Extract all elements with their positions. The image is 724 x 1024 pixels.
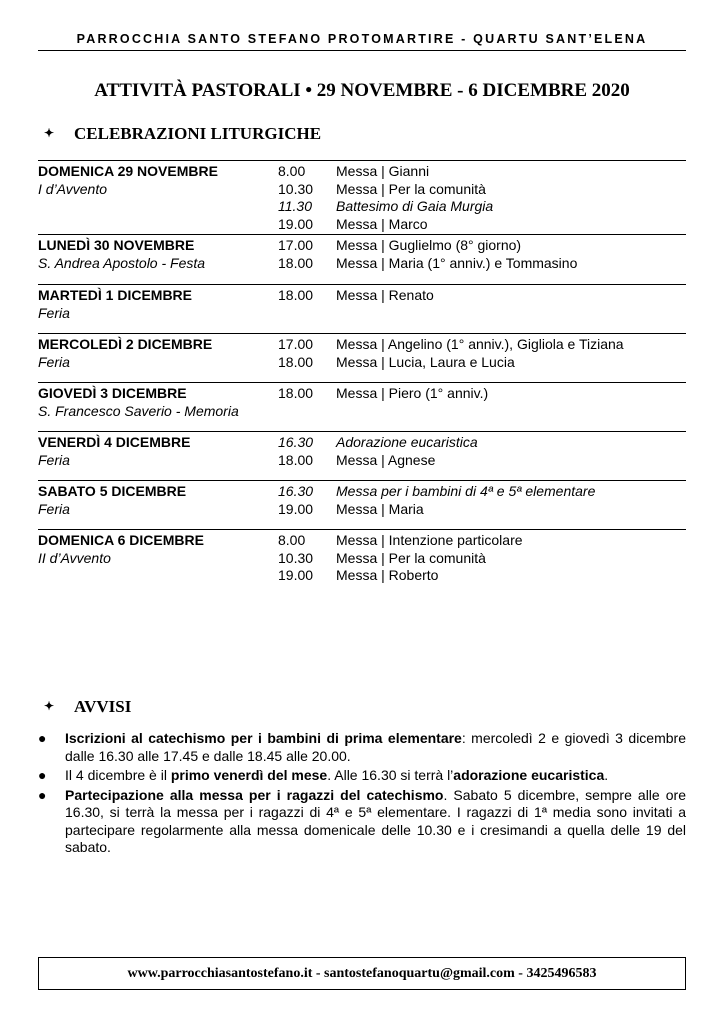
event-description: Messa | Angelino (1° anniv.), Gigliola e Tiziana <box>336 336 624 352</box>
day-info <box>38 163 278 229</box>
notice-item <box>38 767 686 785</box>
event-descriptions <box>336 483 686 524</box>
event-description: Messa | Per la comunità <box>336 549 486 566</box>
event-times <box>278 483 336 524</box>
parish-header: PARROCCHIA SANTO STEFANO PROTOMARTIRE - QUARTU SANT’ELENA <box>76 32 648 46</box>
star-bullet-icon: ✦ <box>44 126 55 140</box>
day-liturgy: Feria <box>38 500 70 517</box>
event-description: Messa per i bambini di 4ª e 5ª elementare <box>336 483 596 499</box>
event-descriptions <box>336 385 686 426</box>
day-liturgy: Feria <box>38 304 70 321</box>
bullet-icon: ● <box>38 767 47 783</box>
event-descriptions <box>336 336 686 377</box>
event-description: Messa | Renato <box>336 287 434 303</box>
schedule-day <box>38 333 686 382</box>
event-time: 18.00 <box>278 287 314 303</box>
event-time: 16.30 <box>278 434 314 450</box>
schedule-day <box>38 480 686 529</box>
day-liturgy: S. Andrea Apostolo - Festa <box>38 254 206 271</box>
event-time: 18.00 <box>278 254 314 271</box>
day-liturgy: Feria <box>38 353 70 370</box>
event-times <box>278 237 336 279</box>
day-info <box>38 483 278 524</box>
page-title: ATTIVITÀ PASTORALI • 29 NOVEMBRE - 6 DICEMBRE 2020 <box>94 80 630 101</box>
day-liturgy: Feria <box>38 451 70 468</box>
notice-text-part: . <box>604 767 609 783</box>
day-liturgy: I d’Avvento <box>38 180 108 197</box>
notice-text-part: . Sabato 5 dicembre, sempre alle ore 16.30, si terrà la messa per i ragazzi di 4ª e 5ª elementare. I ragazzi di 1ª media sono invitati a partecipare regolarmente alla messa domenicale delle 10.30 e i cresimandi a quella delle 19 del sabato. <box>65 786 686 855</box>
event-description: Messa | Lucia, Laura e Lucia <box>336 353 515 370</box>
event-times <box>278 163 336 232</box>
day-name: DOMENICA 29 NOVEMBRE <box>38 163 218 179</box>
schedule-day <box>38 431 686 480</box>
event-description: Messa | Gianni <box>336 163 430 179</box>
notice-highlight: primo venerdì del mese <box>170 767 328 783</box>
event-time: 18.00 <box>278 353 314 370</box>
event-time: 10.30 <box>278 549 314 566</box>
event-description: Messa | Guglielmo (8° giorno) <box>336 237 522 253</box>
event-time: 19.00 <box>278 500 314 517</box>
event-descriptions <box>336 532 686 584</box>
event-times <box>278 385 336 426</box>
bullet-icon: ● <box>38 786 47 803</box>
section-avvisi-heading <box>44 697 131 717</box>
notice-text-part: Il 4 dicembre è il <box>65 767 171 783</box>
event-time: 11.30 <box>278 198 312 214</box>
notices-list <box>38 730 686 859</box>
day-name: GIOVEDÌ 3 DICEMBRE <box>38 385 187 401</box>
schedule-day <box>38 234 686 284</box>
event-time: 10.30 <box>278 180 314 197</box>
event-description: Messa | Roberto <box>336 567 439 583</box>
schedule-day <box>38 382 686 431</box>
day-name: SABATO 5 DICEMBRE <box>38 483 187 499</box>
event-descriptions <box>336 434 686 475</box>
event-descriptions <box>336 237 686 279</box>
event-description: Messa | Agnese <box>336 451 436 468</box>
notice-item <box>38 730 686 765</box>
event-description: Messa | Maria (1° anniv.) e Tommasino <box>336 254 578 271</box>
notice-item <box>38 787 686 857</box>
day-info <box>38 532 278 584</box>
notice-text-part: : mercoledì 2 e giovedì 3 dicembre dalle 16.30 alle 17.45 e dalle 18.45 alle 20.00. <box>65 730 686 764</box>
section-heading-text: AVVISI <box>74 697 132 716</box>
star-bullet-icon: ✦ <box>44 699 55 713</box>
event-description: Messa | Intenzione particolare <box>336 532 523 548</box>
event-times <box>278 336 336 377</box>
event-times <box>278 434 336 475</box>
notice-text <box>65 787 686 857</box>
day-liturgy: II d’Avvento <box>38 549 111 566</box>
day-name: DOMENICA 6 DICEMBRE <box>38 532 204 548</box>
event-descriptions <box>336 163 686 232</box>
footer-contacts: www.parrocchiasantostefano.it - santostefanoquartu@gmail.com - 3425496583 <box>38 957 686 990</box>
schedule-day <box>38 284 686 333</box>
header-divider <box>38 50 686 51</box>
schedule-table <box>38 160 686 589</box>
event-description: Messa | Per la comunità <box>336 180 486 197</box>
section-heading-text: CELEBRAZIONI LITURGICHE <box>74 124 322 143</box>
event-time: 8.00 <box>278 532 306 548</box>
day-name: MARTEDÌ 1 DICEMBRE <box>38 287 193 303</box>
event-time: 8.00 <box>278 163 306 179</box>
notice-text <box>65 730 686 765</box>
schedule-day <box>38 529 686 589</box>
event-time: 18.00 <box>278 385 314 401</box>
event-time: 18.00 <box>278 451 314 468</box>
notice-text-part: . Alle 16.30 si terrà l’ <box>327 767 454 783</box>
event-time: 19.00 <box>278 215 314 232</box>
day-name: MERCOLEDÌ 2 DICEMBRE <box>38 336 213 352</box>
notice-text <box>65 767 686 785</box>
event-description: Battesimo di Gaia Murgia <box>336 198 494 214</box>
event-times <box>278 532 336 584</box>
day-info <box>38 385 278 426</box>
notice-highlight: adorazione eucaristica <box>453 767 605 783</box>
notice-highlight: Partecipazione alla messa per i ragazzi del catechismo <box>65 786 444 803</box>
day-info <box>38 237 278 279</box>
event-description: Messa | Piero (1° anniv.) <box>336 385 489 401</box>
bullet-icon: ● <box>38 730 47 746</box>
event-time: 17.00 <box>278 237 314 253</box>
event-times <box>278 287 336 328</box>
day-name: LUNEDÌ 30 NOVEMBRE <box>38 237 195 253</box>
event-time: 19.00 <box>278 567 314 583</box>
event-description: Messa | Marco <box>336 215 428 232</box>
event-description: Adorazione eucaristica <box>336 434 478 450</box>
event-description: Messa | Maria <box>336 500 424 517</box>
schedule-day <box>38 160 686 234</box>
day-name: VENERDÌ 4 DICEMBRE <box>38 434 191 450</box>
section-celebrazioni-heading <box>44 124 321 144</box>
notice-highlight: Iscrizioni al catechismo per i bambini di prima elementare <box>65 730 462 746</box>
day-info <box>38 336 278 377</box>
event-time: 16.30 <box>278 483 314 499</box>
event-time: 17.00 <box>278 336 314 352</box>
event-descriptions <box>336 287 686 328</box>
day-liturgy: S. Francesco Saverio - Memoria <box>38 402 239 419</box>
day-info <box>38 434 278 475</box>
day-info <box>38 287 278 328</box>
